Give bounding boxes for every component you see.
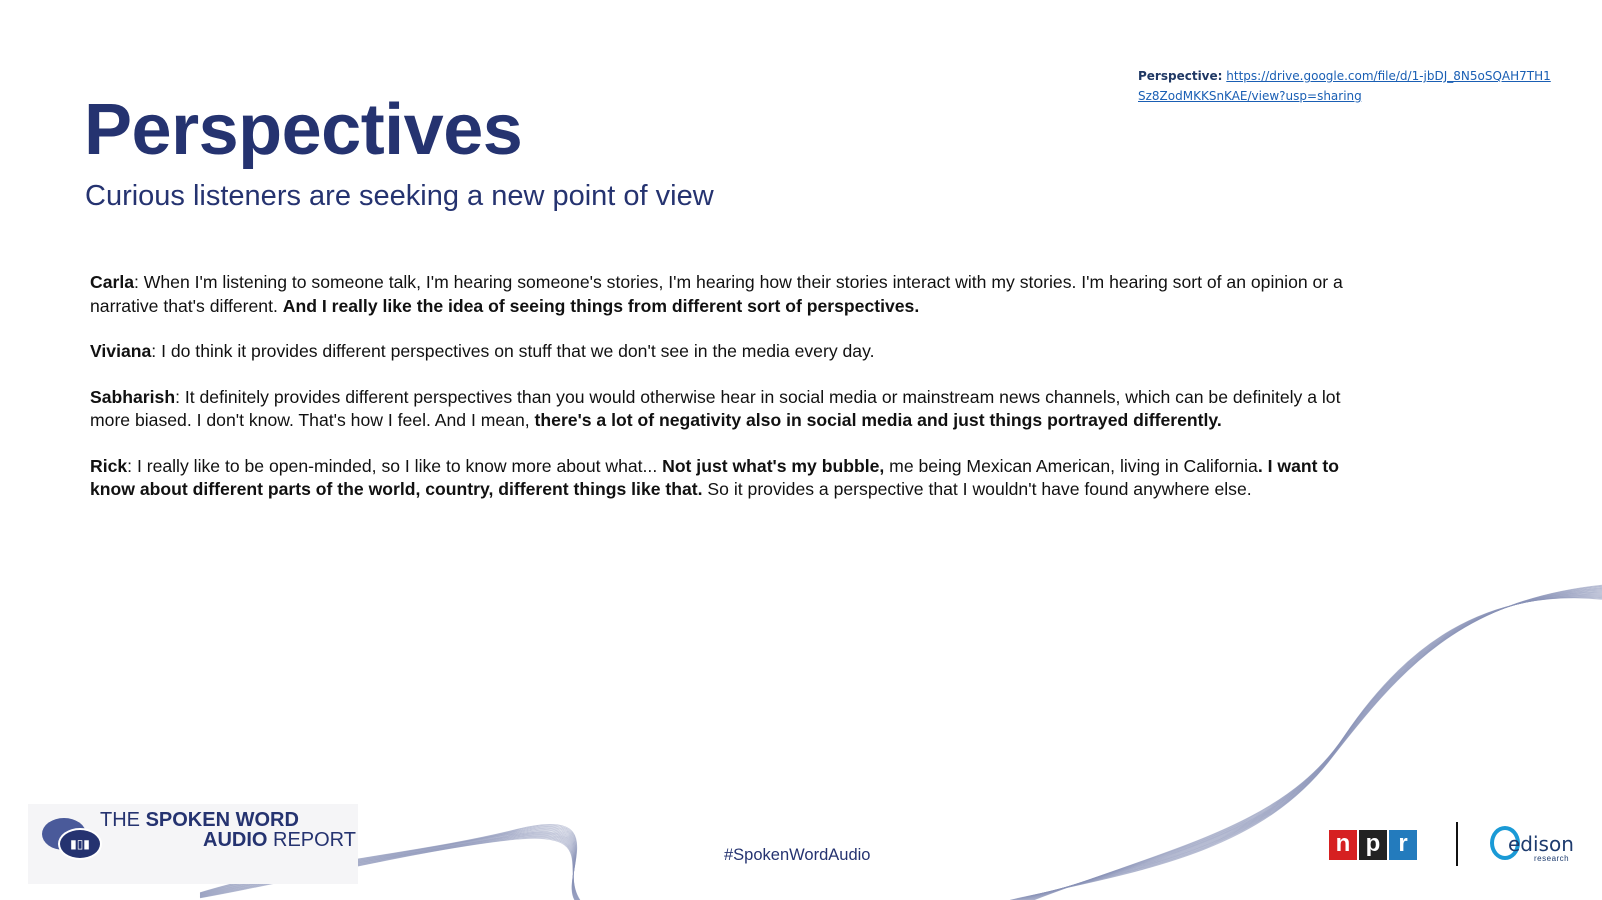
quote-text: : When I'm listening to someone talk, I'm hearing someone's stories, I'm hearing how their stories interact with my stories. I'm hearing sort of an opinion or a narrative that's different. xyxy=(90,272,1343,316)
quote-speaker: Rick xyxy=(90,455,128,476)
spoken-word-audio-report-logo xyxy=(28,804,358,884)
reference-label: Perspective: xyxy=(1138,69,1223,83)
quotes-list xyxy=(90,271,1360,524)
npr-logo xyxy=(1329,830,1417,860)
quote-carla xyxy=(90,271,1360,318)
quote-text-emphasis: And I really like the idea of seeing things from different sort of perspectives. xyxy=(282,295,920,316)
swa-logo-spoken-word: SPOKEN WORD xyxy=(145,809,299,831)
edison-logo-sub: research xyxy=(1534,854,1570,863)
quote-speaker: Carla xyxy=(90,272,135,292)
npr-letter-p: p xyxy=(1359,830,1387,860)
quote-speaker: Sabharish xyxy=(90,386,176,407)
quote-text: : I really like to be open-minded, so I like to know more about what... xyxy=(127,455,663,476)
quote-text-emphasis: there's a lot of negativity also in social media and just things portrayed differently. xyxy=(534,410,1222,430)
quote-text-emphasis: Not just what's my bubble, xyxy=(662,455,885,476)
hashtag: #SpokenWordAudio xyxy=(724,846,871,864)
logo-divider xyxy=(1456,822,1458,866)
quote-viviana xyxy=(90,340,1360,364)
edison-research-logo xyxy=(1490,824,1585,866)
quote-text-emphasis: . I want to know about different parts of the world, country, different things like that. xyxy=(90,455,1339,499)
npr-letter-r: r xyxy=(1389,830,1417,860)
quote-sabharish xyxy=(90,386,1360,433)
quote-text: : It definitely provides different perspectives than you would otherwise hear in social media or mainstream news channels, which can be definitely a lot more biased. I don't know. That's how I feel. And I mean, xyxy=(90,386,1341,430)
reference-link[interactable]: https://drive.google.com/file/d/1-jbDJ_8N5oSQAH7TH1Sz8ZodMKKSnKAE/view?usp=sharing xyxy=(1138,69,1551,103)
swa-logo-the: THE xyxy=(100,809,146,831)
quote-text: me being Mexican American, living in California xyxy=(884,455,1258,476)
quote-rick xyxy=(90,455,1360,502)
swa-logo-audio: AUDIO xyxy=(203,829,273,851)
quote-text: So it provides a perspective that I wouldn't have found anywhere else. xyxy=(702,479,1252,499)
quote-speaker: Viviana xyxy=(90,341,152,361)
quote-text: : I do think it provides different perspectives on stuff that we don't see in the media every day. xyxy=(151,341,875,361)
edison-logo-word: edison xyxy=(1508,832,1574,856)
npr-letter-n: n xyxy=(1329,830,1357,860)
swa-logo-line2 xyxy=(203,828,356,852)
soundwave-icon: ▮▯▮ xyxy=(58,828,102,860)
swa-logo-report: REPORT xyxy=(273,829,356,851)
reference-note xyxy=(1138,66,1558,106)
page-title: Perspectives xyxy=(84,90,523,170)
page-subtitle: Curious listeners are seeking a new point of view xyxy=(85,180,714,212)
